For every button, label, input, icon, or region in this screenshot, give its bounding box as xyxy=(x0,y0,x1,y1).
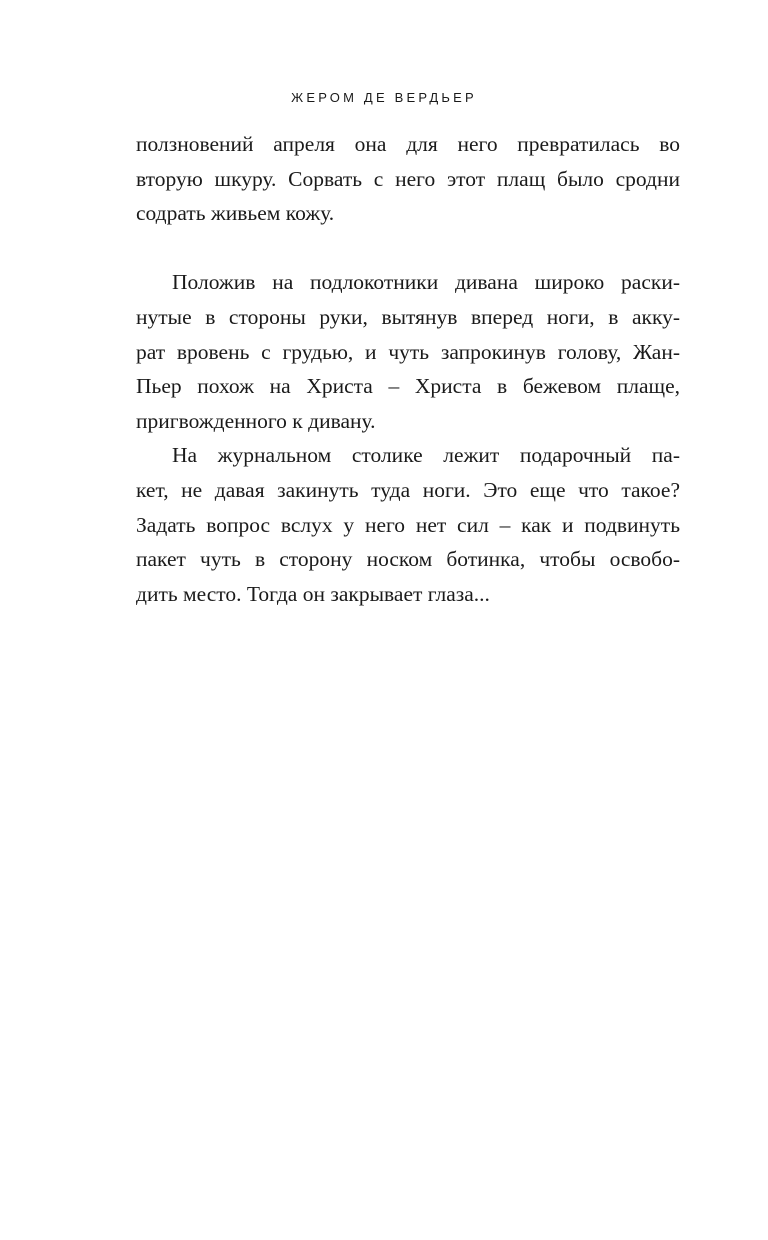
text-line: пригвожденного к дивану. xyxy=(136,408,376,433)
text-line: Задать вопрос вслух у него нет сил – как и подвинуть xyxy=(136,512,680,537)
text-line: ползновений апреля она для него превратилась во xyxy=(136,132,680,156)
text-line: кет, не давая закинуть туда ноги. Это еще что такое? xyxy=(136,477,680,502)
text-line: содрать живьем кожу. xyxy=(136,201,335,226)
text-line: дить место. Тогда он закрывает глаза... xyxy=(136,581,490,606)
paragraph xyxy=(136,265,680,438)
paragraph xyxy=(136,127,680,231)
text-line: На журнальном столике лежит подарочный па- xyxy=(172,443,680,468)
text-line: рат вровень с грудью, и чуть запрокинув голову, Жан- xyxy=(136,339,680,364)
paragraph xyxy=(136,438,680,611)
text-line: вторую шкуру. Сорвать с него этот плащ было сродни xyxy=(136,166,680,191)
text-line: пакет чуть в сторону носком ботинка, чтобы освобо- xyxy=(136,547,680,572)
text-line: Положив на подлокотники дивана широко раски- xyxy=(172,270,680,295)
body-text xyxy=(136,127,680,611)
text-line: Пьер похож на Христа – Христа в бежевом плаще, xyxy=(136,374,680,399)
section-break xyxy=(136,231,680,266)
text-line: нутые в стороны руки, вытянув вперед ноги, в акку- xyxy=(136,304,680,329)
running-head-author: ЖЕРОМ ДЕ ВЕРДЬЕР xyxy=(291,90,477,105)
